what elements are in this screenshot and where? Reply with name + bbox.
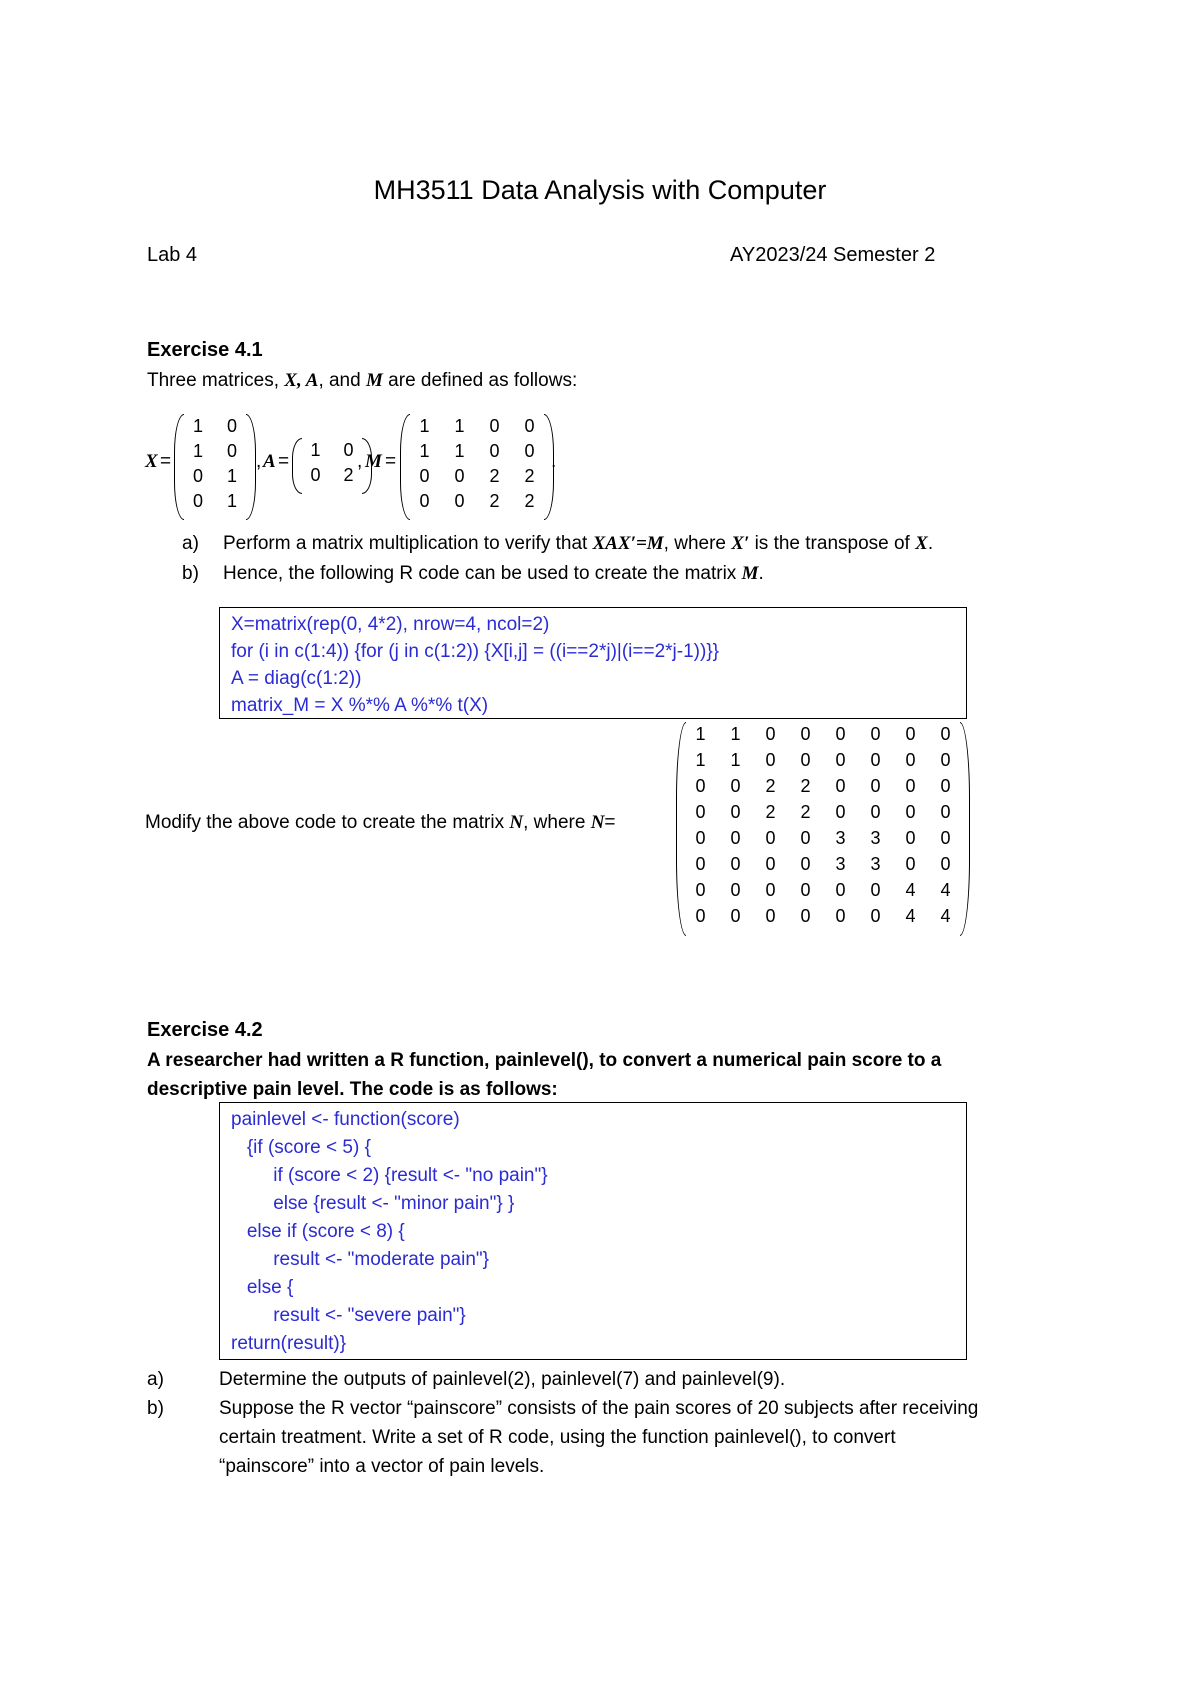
matrix-cell: 0 <box>695 906 706 926</box>
matrix-cell: 1 <box>192 416 203 436</box>
matrix-cell: 1 <box>730 750 741 770</box>
matrix-cell: 0 <box>905 802 916 822</box>
matrix-m <box>400 414 557 520</box>
left-parenthesis <box>400 414 410 520</box>
matrix-a <box>292 438 372 494</box>
right-parenthesis <box>544 414 557 520</box>
lab-label: Lab 4 <box>147 244 198 266</box>
item-a-text: Perform a matrix multiplication to verify that XAX′=M, where X′ is the transpose of X. <box>223 533 934 554</box>
left-parenthesis <box>676 722 686 936</box>
matrix-cell: 0 <box>524 441 535 461</box>
matrix-cell: 1 <box>695 724 706 744</box>
code-line: else {result <- "minor pain"} } <box>231 1193 515 1214</box>
matrix-cell: 0 <box>835 750 846 770</box>
matrix-cell: 0 <box>765 854 776 874</box>
code-line: A = diag(c(1:2)) <box>231 668 362 689</box>
matrix-cell: 0 <box>940 724 951 744</box>
matrix-cell: 0 <box>835 906 846 926</box>
item-b-mark: b) <box>182 563 199 584</box>
code-line: {if (score < 5) { <box>231 1137 371 1158</box>
period: . <box>551 451 557 472</box>
matrix-cell: 0 <box>870 802 881 822</box>
matrix-cell: 0 <box>730 802 741 822</box>
matrix-cell: 0 <box>835 776 846 796</box>
matrix-cell: 0 <box>940 854 951 874</box>
matrix-cell: 1 <box>730 724 741 744</box>
matrix-cell: 1 <box>226 491 237 511</box>
matrix-cell: 0 <box>835 802 846 822</box>
matrix-cell: 2 <box>765 776 776 796</box>
right-parenthesis <box>246 414 256 520</box>
item-a-text: Determine the outputs of painlevel(2), painlevel(7) and painlevel(9). <box>219 1369 786 1390</box>
item-b-line2: certain treatment. Write a set of R code, using the function painlevel(), to convert <box>219 1427 896 1448</box>
matrix-cell: 0 <box>905 854 916 874</box>
matrix-cell: 0 <box>765 880 776 900</box>
matrix-cell: 1 <box>419 441 430 461</box>
matrix-cell: 0 <box>695 802 706 822</box>
matrix-cell: 0 <box>730 776 741 796</box>
left-parenthesis <box>174 414 184 520</box>
matrix-cell: 0 <box>524 416 535 436</box>
matrix-cell: 3 <box>870 854 881 874</box>
matrix-cell: 0 <box>730 854 741 874</box>
item-a-mark: a) <box>147 1369 164 1390</box>
exercise-4-1-intro: Three matrices, X, A, and M are defined as follows: <box>147 370 578 391</box>
matrix-cell: 0 <box>905 750 916 770</box>
code-line: if (score < 2) {result <- "no pain"} <box>231 1165 548 1186</box>
matrix-cell: 0 <box>765 906 776 926</box>
matrix-cell: 0 <box>695 776 706 796</box>
matrix-cell: 0 <box>454 491 465 511</box>
matrix-cell: 2 <box>800 776 811 796</box>
matrix-cell: 0 <box>765 828 776 848</box>
exercise-4-2-heading: Exercise 4.2 <box>147 1019 263 1041</box>
matrix-cell: 4 <box>940 880 951 900</box>
matrix-cell: 2 <box>343 465 354 485</box>
comma: , <box>256 451 262 472</box>
matrix-cell: 0 <box>226 416 237 436</box>
modify-instruction: Modify the above code to create the matrix N, where N= <box>145 812 616 833</box>
right-parenthesis <box>362 438 372 494</box>
item-b-line1: Suppose the R vector “painscore” consists of the pain scores of 20 subjects after receiving <box>219 1398 979 1419</box>
comma: , <box>357 451 363 472</box>
matrix-cell: 0 <box>940 776 951 796</box>
matrix-cell: 1 <box>192 441 203 461</box>
code-line: result <- "severe pain"} <box>231 1305 466 1326</box>
equals-sign: = <box>278 451 290 472</box>
matrix-cell: 4 <box>905 906 916 926</box>
page-title: MH3511 Data Analysis with Computer <box>373 175 827 205</box>
matrix-cell: 0 <box>835 880 846 900</box>
matrix-cell: 2 <box>489 491 500 511</box>
matrix-cell: 0 <box>940 750 951 770</box>
matrix-cell: 0 <box>940 828 951 848</box>
matrix-cell: 1 <box>226 466 237 486</box>
matrix-cell: 0 <box>800 854 811 874</box>
matrix-x-label: X <box>145 451 158 472</box>
matrix-cell: 0 <box>905 828 916 848</box>
item-b-line3: “painscore” into a vector of pain levels. <box>219 1456 545 1477</box>
matrix-cell: 1 <box>419 416 430 436</box>
matrix-cell: 0 <box>730 828 741 848</box>
left-parenthesis <box>292 438 302 494</box>
matrix-cell: 0 <box>800 750 811 770</box>
right-parenthesis <box>960 722 970 936</box>
matrix-cell: 0 <box>730 880 741 900</box>
matrix-cell: 2 <box>524 491 535 511</box>
matrix-cell: 0 <box>940 802 951 822</box>
matrix-a-label: A <box>263 451 276 472</box>
matrix-cell: 3 <box>870 828 881 848</box>
semester-label: AY2023/24 Semester 2 <box>730 244 936 266</box>
matrix-cell: 0 <box>800 880 811 900</box>
matrix-cell: 0 <box>870 880 881 900</box>
matrix-n <box>676 722 970 936</box>
matrix-cell: 0 <box>870 724 881 744</box>
matrix-cell: 4 <box>905 880 916 900</box>
code-line: else if (score < 8) { <box>231 1221 405 1242</box>
matrix-cell: 0 <box>870 906 881 926</box>
matrix-cell: 2 <box>524 466 535 486</box>
exercise-4-2-intro-line2: descriptive pain level. The code is as follows: <box>147 1079 558 1100</box>
matrix-cell: 0 <box>489 441 500 461</box>
matrix-x <box>174 414 256 520</box>
code-line: painlevel <- function(score) <box>231 1109 460 1130</box>
matrix-cell: 0 <box>419 491 430 511</box>
matrix-cell: 3 <box>835 854 846 874</box>
matrix-cell: 0 <box>800 906 811 926</box>
matrix-cell: 0 <box>905 724 916 744</box>
matrix-cell: 0 <box>343 440 354 460</box>
code-line: result <- "moderate pain"} <box>231 1249 489 1270</box>
equals-sign: = <box>160 451 172 472</box>
matrix-cell: 4 <box>940 906 951 926</box>
code-block-painlevel <box>219 1102 967 1360</box>
exercise-4-2-intro-line1: A researcher had written a R function, painlevel(), to convert a numerical pain score to a <box>147 1050 942 1071</box>
code-line: return(result)} <box>231 1333 347 1354</box>
matrix-cell: 0 <box>730 906 741 926</box>
matrix-cell: 2 <box>800 802 811 822</box>
matrix-cell: 3 <box>835 828 846 848</box>
matrix-cell: 1 <box>454 416 465 436</box>
equals-sign: = <box>385 451 397 472</box>
code-block-matrix-m <box>219 607 967 719</box>
matrix-cell: 1 <box>454 441 465 461</box>
matrix-cell: 0 <box>870 776 881 796</box>
matrix-cell: 0 <box>419 466 430 486</box>
code-line: for (i in c(1:4)) {for (j in c(1:2)) {X[i,j] = ((i==2*j)|(i==2*j-1))}} <box>231 641 720 662</box>
matrix-cell: 0 <box>905 776 916 796</box>
matrix-m-label: M <box>365 451 382 472</box>
matrix-cell: 0 <box>489 416 500 436</box>
code-line: else { <box>231 1277 294 1298</box>
matrix-cell: 0 <box>765 750 776 770</box>
matrix-cell: 0 <box>800 828 811 848</box>
matrix-cell: 0 <box>695 880 706 900</box>
matrix-cell: 1 <box>310 440 321 460</box>
matrix-cell: 1 <box>695 750 706 770</box>
matrix-cell: 0 <box>695 854 706 874</box>
item-a-mark: a) <box>182 533 199 554</box>
matrix-cell: 0 <box>226 441 237 461</box>
code-line: matrix_M = X %*% A %*% t(X) <box>231 695 489 716</box>
item-b-mark: b) <box>147 1398 164 1419</box>
matrix-cell: 0 <box>454 466 465 486</box>
matrix-cell: 0 <box>800 724 811 744</box>
matrix-cell: 0 <box>192 491 203 511</box>
matrix-cell: 0 <box>765 724 776 744</box>
matrix-cell: 0 <box>870 750 881 770</box>
exercise-4-1-heading: Exercise 4.1 <box>147 339 263 361</box>
matrix-cell: 0 <box>695 828 706 848</box>
matrix-cell: 0 <box>310 465 321 485</box>
code-line: X=matrix(rep(0, 4*2), nrow=4, ncol=2) <box>231 614 550 635</box>
matrix-cell: 0 <box>835 724 846 744</box>
matrix-cell: 0 <box>192 466 203 486</box>
matrix-cell: 2 <box>489 466 500 486</box>
item-b-text: Hence, the following R code can be used to create the matrix M. <box>223 563 764 584</box>
matrix-cell: 2 <box>765 802 776 822</box>
